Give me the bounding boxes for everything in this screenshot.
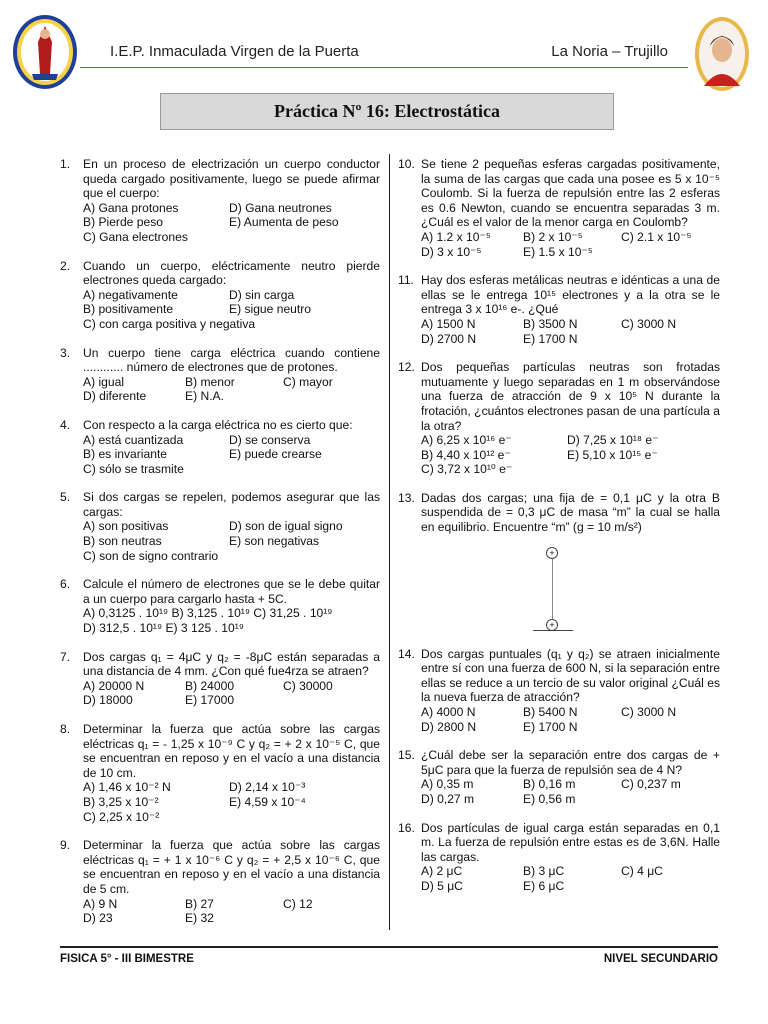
question-text: Se tiene 2 pequeñas esferas cargadas positivamente, la suma de las cargas que cada una posee es 5 x 10⁻⁵ Coulomb. Si la fuerza de repulsión entre las 2 esferas es 0.6 Newton, cuando se encuentra separadas 3 m. ¿Cuál es el valor de la menor carga en Coulomb? <box>421 157 720 230</box>
question-item <box>60 838 380 926</box>
page-title: Práctica Nº 16: Electrostática <box>160 93 614 130</box>
answer-option: C) 3000 N <box>621 705 677 720</box>
answer-option: C) 2.1 x 10⁻⁵ <box>621 229 692 244</box>
ground-line <box>533 630 573 631</box>
question-number: 8. <box>60 722 71 736</box>
answer-option: C) 3000 N <box>621 316 677 331</box>
answer-option: B) 24000 <box>185 678 235 693</box>
question-item <box>60 650 380 708</box>
answer-option: C) sólo se trasmite <box>83 461 184 476</box>
answer-option: A) 4000 N <box>421 705 476 720</box>
answer-options <box>83 519 380 563</box>
question-text: Dos pequeñas partículas neutras son frotadas mutuamente y luego separadas en 1 m observándose una fuerza de atracción de 9 x 10⁵ N durante la frotación, ¿cuántos electrones pasan de una partícula a la otra? <box>421 360 720 433</box>
answer-options <box>421 864 720 893</box>
question-text: Dos cargas q₁ = 4μC y q₂ = -8μC están separadas a una distancia de 4 mm. ¿Con qué fue4rza se atraen? <box>83 649 380 679</box>
answer-option: B) menor <box>185 374 235 389</box>
answer-option: E) 6 μC <box>523 878 565 893</box>
answer-option: E) 0,56 m <box>523 792 576 806</box>
answer-option: C) son de signo contrario <box>83 548 219 563</box>
answer-option: D) 23 <box>83 911 113 926</box>
fixed-charge-symbol: + <box>546 547 558 559</box>
question-text: En un proceso de electrización un cuerpo conductor queda cargado positivamente, luego se puede afirmar que el cuerpo: <box>83 157 380 201</box>
answer-option: A) 0,3125 . 10¹⁹ B) 3,125 . 10¹⁹ C) 31,25 . 10¹⁹ <box>83 606 333 621</box>
answer-option: D) 2800 N <box>421 719 477 734</box>
question-item <box>398 360 720 477</box>
answer-options <box>421 777 720 806</box>
question-item <box>60 490 380 563</box>
question-text: Dos cargas puntuales (q₁ y q₂) se atraen inicialmente entre sí con una fuerza de 600 N, si la separación entre ellas se reduce a un tercio de su valor original ¿Cuál es la nueva fuerza de atracción? <box>421 646 720 705</box>
answer-options <box>83 375 380 404</box>
question-number: 12. <box>398 360 415 375</box>
question-text: Cuando un cuerpo, eléctricamente neutro pierde electrones queda cargado: <box>83 258 380 288</box>
answer-option: D) diferente <box>83 389 147 404</box>
answer-option: A) 2 μC <box>421 864 463 879</box>
answer-option: A) igual <box>83 374 125 389</box>
answer-option: A) 1.2 x 10⁻⁵ <box>421 229 491 244</box>
question-item <box>60 577 380 635</box>
answer-option: C) 30000 <box>283 678 333 693</box>
answer-option: E) 1700 N <box>523 331 578 346</box>
question-item <box>398 748 720 806</box>
answer-option: B) 0,16 m <box>523 777 576 792</box>
question-text: ¿Cuál debe ser la separación entre dos cargas de + 5μC para que la fuerza de repulsión sea de 4 N? <box>421 748 720 777</box>
answer-option: C) 4 μC <box>621 864 663 879</box>
question-number: 14. <box>398 646 415 661</box>
answer-option: B) es invariante <box>83 447 168 462</box>
footer-course: FISICA 5° - III BIMESTRE <box>60 953 194 965</box>
question-item <box>398 491 720 535</box>
answer-option: C) mayor <box>283 374 333 389</box>
answer-option: E) N.A. <box>185 389 224 404</box>
question-item <box>60 722 380 824</box>
question-text: Dos partículas de igual carga están separadas en 0,1 m. La fuerza de repulsión entre estas es de 3,6N. Halle las cargas. <box>421 820 720 864</box>
answer-option: E) Aumenta de peso <box>229 215 339 230</box>
question-number: 13. <box>398 490 415 505</box>
question-item <box>60 259 380 332</box>
question-number: 15. <box>398 748 415 763</box>
answer-options <box>421 433 720 477</box>
answer-option: B) 4,40 x 10¹² e⁻ <box>421 447 511 462</box>
answer-options <box>83 780 380 824</box>
school-name: I.E.P. Inmaculada Virgen de la Puerta <box>110 43 359 60</box>
answer-option: B) 2 x 10⁻⁵ <box>523 229 583 244</box>
answer-option: D) 18000 <box>83 693 133 708</box>
answer-option: B) positivamente <box>83 302 174 317</box>
footer-rule <box>60 946 718 948</box>
answer-options <box>83 897 380 926</box>
answer-option: B) 3 μC <box>523 864 565 879</box>
school-location: La Noria – Trujillo <box>551 43 668 60</box>
footer-level: NIVEL SECUNDARIO <box>603 953 718 965</box>
right-column <box>398 157 720 908</box>
question-number: 6. <box>60 577 71 592</box>
answer-options <box>83 201 380 245</box>
header-rule <box>80 67 688 68</box>
question-item <box>60 346 380 404</box>
answer-option: E) sigue neutro <box>229 302 312 317</box>
answer-option: C) 3,72 x 10¹⁰ e⁻ <box>421 462 513 477</box>
answer-option: D) 3 x 10⁻⁵ <box>421 244 482 259</box>
question-item <box>60 157 380 245</box>
answer-options <box>83 679 380 708</box>
answer-option: B) 27 <box>185 896 214 911</box>
answer-option: B) 3,25 x 10⁻² <box>83 794 159 809</box>
answer-option: D) 5 μC <box>421 878 463 893</box>
answer-option: C) 0,237 m <box>621 777 681 792</box>
answer-option: D) Gana neutrones <box>229 200 332 215</box>
question-text: Un cuerpo tiene carga eléctrica cuando contiene ............ número de electrones que de protones. <box>83 345 380 375</box>
answer-options <box>83 433 380 477</box>
answer-option: A) son positivas <box>83 519 169 534</box>
answer-options <box>83 288 380 332</box>
question-item <box>398 157 720 259</box>
question-number: 4. <box>60 417 71 432</box>
answer-option: C) 2,25 x 10⁻² <box>83 809 160 824</box>
question-text: Determinar la fuerza que actúa sobre las cargas eléctricas q₁ = - 1,25 x 10⁻⁹ C y q₂ = + 2 x 10⁻⁵ C, que se encuentran en reposo y en el vacío a una distancia de 10 cm. <box>83 722 380 780</box>
question-item <box>398 273 720 346</box>
answer-option: C) con carga positiva y negativa <box>83 316 256 331</box>
answer-option: C) Gana electrones <box>83 229 188 244</box>
answer-option: A) 1500 N <box>421 316 476 331</box>
answer-option: E) son negativas <box>229 534 320 549</box>
answer-option: E) 17000 <box>185 693 235 708</box>
question-text: Hay dos esferas metálicas neutras e idénticas a una de ellas se le entrega 10¹⁵ electrones y a la otra se le entrega 3 x 10¹⁶ e-. ¿Qué <box>421 273 720 317</box>
answer-option: A) 1,46 x 10⁻² N <box>83 780 171 795</box>
question-item <box>60 418 380 476</box>
thread-line <box>552 553 553 623</box>
answer-option: D) 2700 N <box>421 331 477 346</box>
answer-option: A) negativamente <box>83 287 178 302</box>
question-text: Calcule el número de electrones que se le debe quitar a un cuerpo para cargarlo hasta + 5C. <box>83 577 380 606</box>
question-item <box>398 647 720 735</box>
school-logo <box>12 14 78 90</box>
question-text: Con respecto a la carga eléctrica no es cierto que: <box>83 417 353 432</box>
portrait-photo <box>694 16 750 92</box>
question-number: 1. <box>60 157 71 171</box>
question-number: 11. <box>398 273 414 288</box>
answer-option: B) Pierde peso <box>83 215 163 230</box>
page-header <box>0 0 768 100</box>
answer-option: A) 9 N <box>83 896 118 911</box>
answer-option: B) son neutras <box>83 534 162 549</box>
answer-option: A) 20000 N <box>83 678 145 693</box>
question-number: 7. <box>60 649 71 664</box>
question-number: 9. <box>60 838 71 853</box>
answer-options <box>83 606 380 635</box>
question-text: Dadas dos cargas; una fija de = 0,1 μC y la otra B suspendida de = 0,3 μC de masa “m” la cual se halla en equilibrio. Encuentre “m” (g = 10 m/s²) <box>421 490 720 535</box>
question-number: 5. <box>60 490 71 505</box>
answer-option: D) 0,27 m <box>421 792 475 806</box>
answer-options <box>421 230 720 259</box>
answer-option: D) sin carga <box>229 287 295 302</box>
answer-options <box>421 705 720 734</box>
suspended-charge-symbol: + <box>546 619 558 631</box>
answer-option: E) 4,59 x 10⁻⁴ <box>229 794 306 809</box>
question-item <box>398 821 720 894</box>
question-number: 2. <box>60 258 71 273</box>
answer-option: E) 5,10 x 10¹⁵ e⁻ <box>567 447 658 462</box>
answer-option: D) 312,5 . 10¹⁹ E) 3 125 . 10¹⁹ <box>83 621 244 636</box>
answer-option: D) 7,25 x 10¹⁸ e⁻ <box>567 433 659 448</box>
answer-option: B) 3500 N <box>523 316 578 331</box>
answer-option: A) está cuantizada <box>83 432 184 447</box>
answer-option: E) 32 <box>185 911 214 926</box>
answer-option: D) son de igual signo <box>229 519 343 534</box>
answer-option: B) 5400 N <box>523 705 578 720</box>
question-number: 3. <box>60 345 71 360</box>
charges-figure <box>398 545 720 633</box>
left-column <box>60 157 380 940</box>
answer-option: E) 1.5 x 10⁻⁵ <box>523 244 593 259</box>
question-text: Si dos cargas se repelen, podemos asegurar que las cargas: <box>83 490 380 519</box>
question-number: 10. <box>398 157 415 171</box>
answer-option: A) 0,35 m <box>421 777 474 792</box>
question-text: Determinar la fuerza que actúa sobre las cargas eléctricas q₁ = + 1 x 10⁻⁶ C y q₂ = + 2,5 x 10⁻⁶ C, que se encuentran en reposo y en el vacío a una distancia de 5 cm. <box>83 838 380 896</box>
answer-option: A) 6,25 x 10¹⁶ e⁻ <box>421 433 512 448</box>
answer-option: A) Gana protones <box>83 200 179 215</box>
answer-option: E) puede crearse <box>229 447 322 462</box>
answer-option: E) 1700 N <box>523 719 578 734</box>
answer-option: D) 2,14 x 10⁻³ <box>229 780 306 795</box>
answer-options <box>421 317 720 346</box>
column-divider <box>389 154 390 930</box>
question-number: 16. <box>398 820 415 835</box>
answer-option: C) 12 <box>283 896 313 911</box>
answer-option: D) se conserva <box>229 432 311 447</box>
